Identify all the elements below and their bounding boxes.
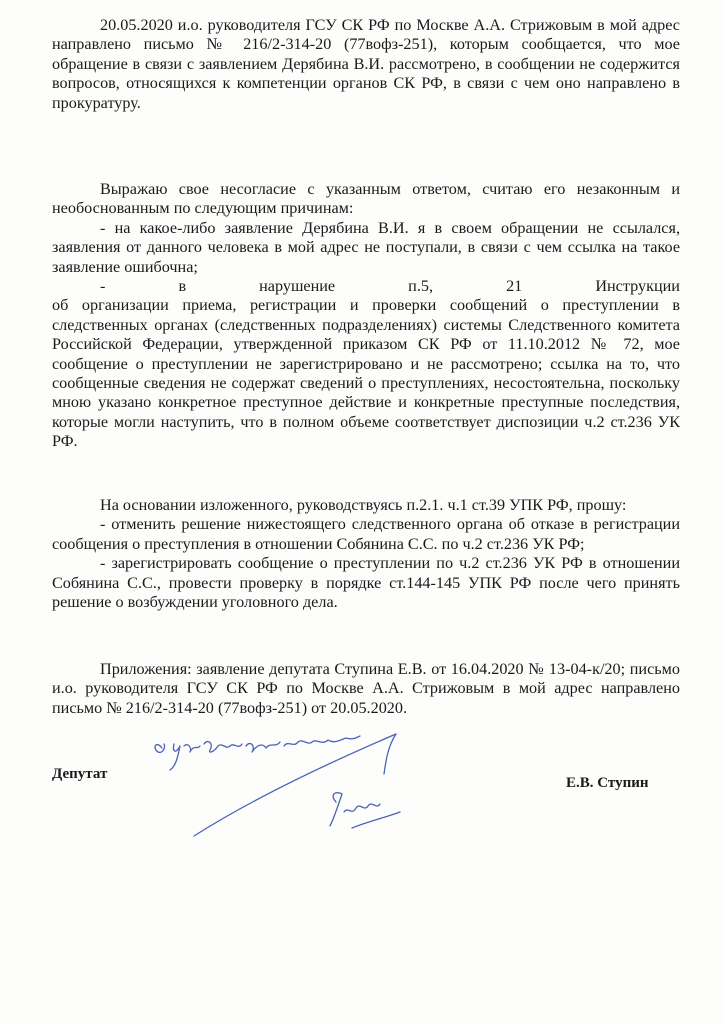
reason-word: Инструкции [595,277,680,296]
signer-role: Депутат [52,766,108,782]
reason-word: нарушение [259,277,336,296]
request-item-2: - зарегистрировать сообщение о преступлении по ч.2 ст.236 УК РФ в отношении Собянина С.С., провести проверку в порядке ст.144-145 УПК РФ после чего принять решение о возбуждении уголовного дела. [52,554,680,612]
reason-word: 21 [506,277,523,296]
reason-item-2-rest: об организации приема, регистрации и проверки сообщений о преступлении в следственных органах (следственных подразделениях) системы Следственного комитета Российской Федерации, утвержденной приказом СК РФ от 11.10.2012 № 72, мое сообщение о преступлении не зарегистрировано и не рассмотрено; ссылка на то, что сообщенные сведения не содержат сведений о преступлениях, несостоятельна, поскольку мною указано конкретное преступное действие и конкретные преступные последствия, которые могли наступить, что в полном объеме соответствует диспозиции ч.2 ст.236 УК РФ. [52,296,680,451]
reason-word: п.5, [408,277,434,296]
reason-dash: - [100,277,106,296]
paragraph-letter-summary [52,16,680,113]
attachments-text: Приложения: заявление депутата Ступина Е.В. от 16.04.2020 № 13-04-к/20; письмо и.о. руководителя ГСУ СК РФ по Москве А.А. Стрижовым в мой адрес направлено письмо № 216/2-314-20 (77вофз-251) от 20.05.2020. [52,660,680,717]
paragraph-disagreement [52,180,680,452]
request-item-1: - отменить решение нижестоящего следственного органа об отказе в регистрации сообщения о преступления в отношении Собянина С.С. по ч.2 ст.236 УК РФ; [52,515,680,553]
paragraph-text: Выражаю свое несогласие с указанным ответом, считаю его незаконным и необоснованным по следующим причинам: [52,180,680,218]
paragraph-request [52,496,680,612]
paragraph-text: 20.05.2020 и.о. руководителя ГСУ СК РФ по Москве А.А. Стрижовым в мой адрес направлено письмо № 216/2-314-20 (77вофз-251), которым сообщается, что мое обращение в связи с заявлением Дерябина В.И. рассмотрено, в сообщении не содержится вопросов, относящихся к компетенции органов СК РФ, в связи с чем оно направлено в прокуратуру. [52,16,680,112]
request-intro: На основании изложенного, руководствуясь п.2.1. ч.1 ст.39 УПК РФ, прошу: [100,496,627,514]
reason-item-2-lead [52,277,680,296]
reason-item-1: - на какое-либо заявление Дерябина В.И. я в своем обращении не ссылался, заявления от данного человека в мой адрес не поступали, в связи с чем ссылка на такое заявление ошибочна; [52,218,680,276]
paragraph-attachments [52,660,680,718]
handwritten-signature [148,726,418,846]
signer-name: Е.В. Ступин [566,775,649,791]
reason-word: в [178,277,187,296]
